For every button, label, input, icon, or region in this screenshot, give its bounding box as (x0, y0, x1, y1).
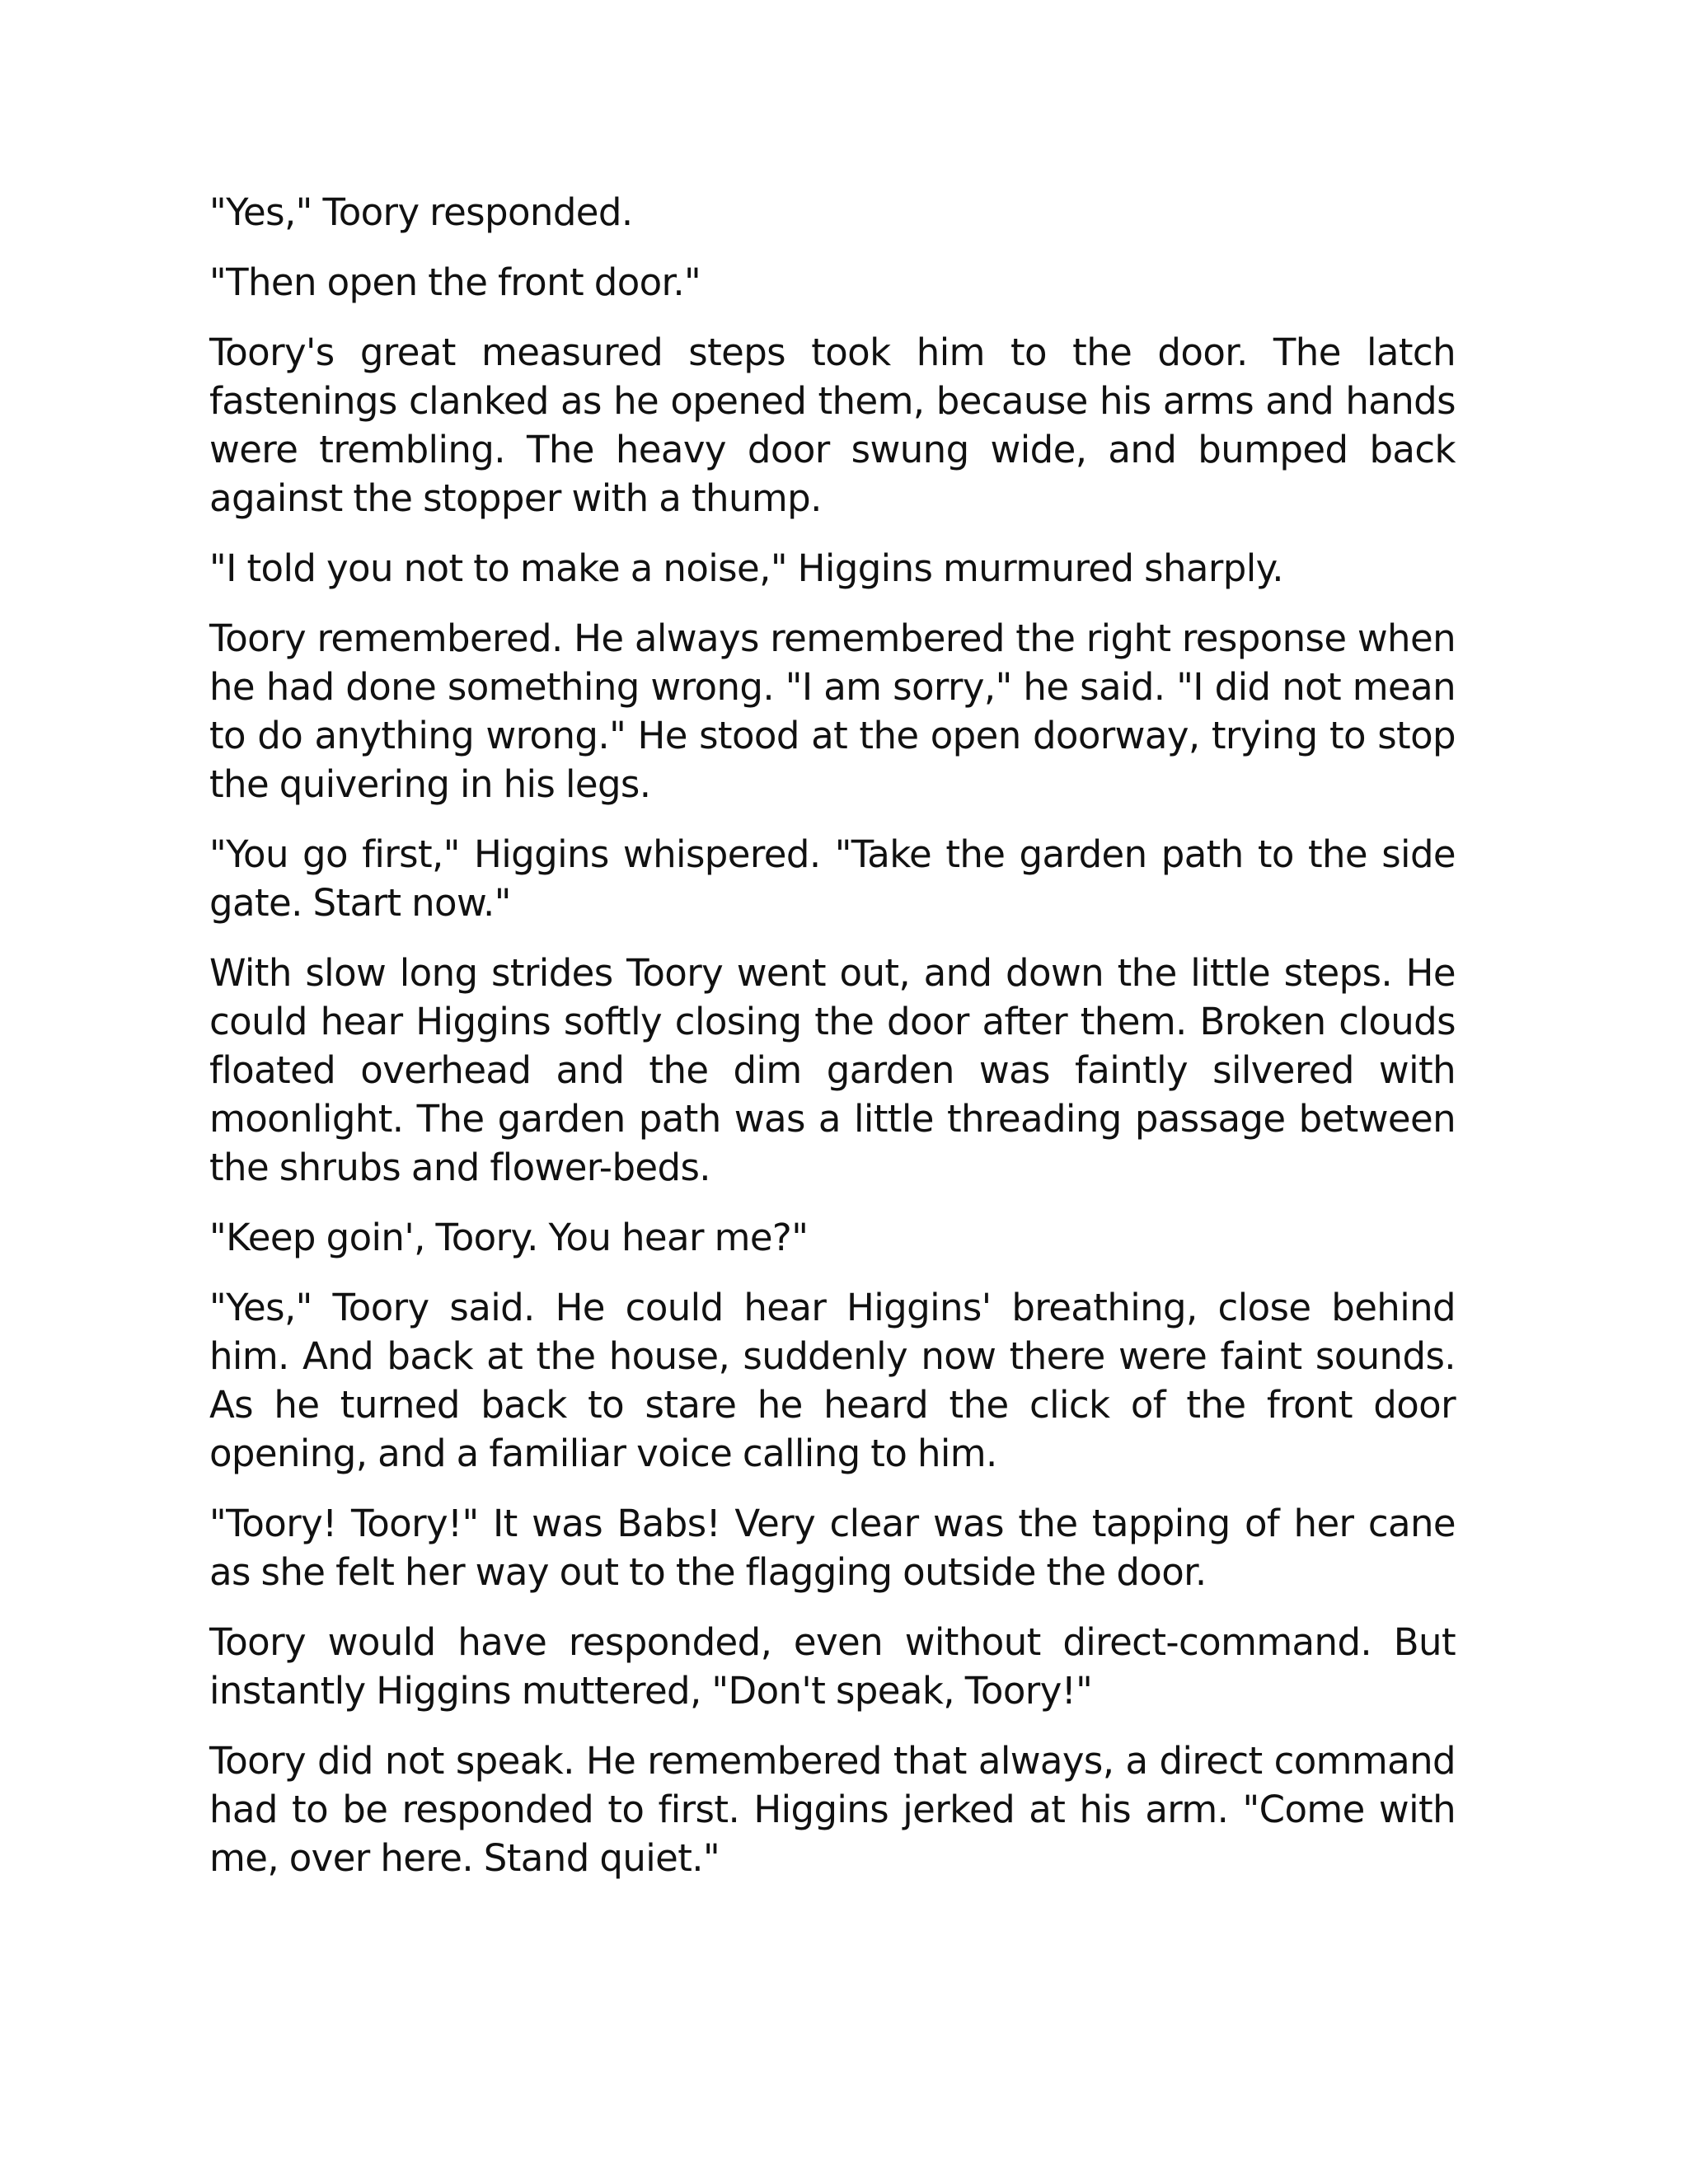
paragraph-7: With slow long strides Toory went out, and down the little steps. He could hear Higgins softly closing the door after them. Broken clouds floated overhead and the dim garden was faintly silvered with moonlight. The garden path was a little threading passage between the shrubs and flower-beds. (209, 951, 1456, 1189)
paragraph-9: "Yes," Toory said. He could hear Higgins' breathing, close behind him. And back at the house, suddenly now there were faint sounds. As he turned back to stare he heard the click of the front door opening, and a familiar voice calling to him. (209, 1286, 1456, 1475)
paragraph-11: Toory would have responded, even without direct-command. But instantly Higgins muttered, "Don't speak, Toory!" (209, 1620, 1456, 1713)
paragraph-5: Toory remembered. He always remembered the right response when he had done something wrong. "I am sorry," he said. "I did not mean to do anything wrong." He stood at the open doorway, trying to stop the quivering in his legs. (209, 616, 1456, 806)
paragraph-12: Toory did not speak. He remembered that always, a direct command had to be responded to first. Higgins jerked at his arm. "Come with me, over here. Stand quiet." (209, 1739, 1456, 1880)
paragraph-4: "I told you not to make a noise," Higgins murmured sharply. (209, 546, 1283, 590)
paragraph-10: "Toory! Toory!" It was Babs! Very clear was the tapping of her cane as she felt her way out to the flagging outside the door. (209, 1502, 1456, 1594)
document-page (209, 188, 1456, 1904)
paragraph-8: "Keep goin', Toory. You hear me?" (209, 1216, 809, 1259)
paragraph-6: "You go first," Higgins whispered. "Take the garden path to the side gate. Start now." (209, 832, 1456, 925)
paragraph-2: "Then open the front door." (209, 260, 701, 304)
paragraph-3: Toory's great measured steps took him to the door. The latch fastenings clanked as he opened them, because his arms and hands were trembling. The heavy door swung wide, and bumped back against the stopper with a thump. (209, 330, 1456, 520)
paragraph-1: "Yes," Toory responded. (209, 190, 633, 234)
